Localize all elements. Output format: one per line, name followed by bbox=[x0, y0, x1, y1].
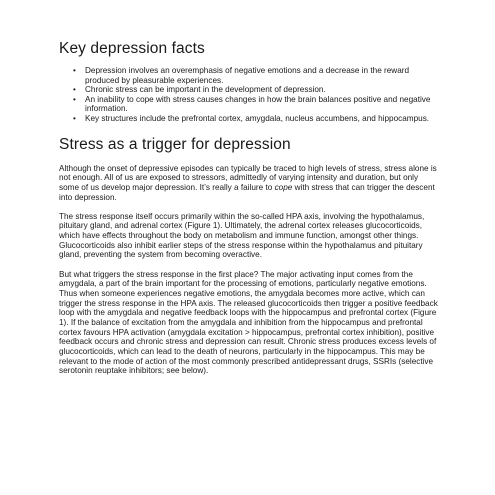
paragraph-text: Although the onset of depressive episodes can typically be traced to high levels of stress, stress alone is not enough. All of us are exposed to stressors, admittedly of varying intensity and duration, but only some of us develop major depression. It’s really a failure to bbox=[59, 163, 437, 192]
paragraph-amygdala: But what triggers the stress response in the first place? The major activating input comes from the amygdala, a part of the brain important for the processing of emotions, particularly negative emotions. Thus when someone experiences negative emotions, the amygdala becomes more active, which can trigger the stress response in the HPA axis. The released glucocorticoids then trigger a positive feedback loop with the amygdala and negative feedback loops with the hippocampus and prefrontal cortex (Figure 1). If the balance of excitation from the amygdala and inhibition from the hippocampus and prefrontal cortex favours HPA activation (amygdala excitation > hippocampus, prefrontal cortex inhibition), positive feedback occurs and chronic stress and depression can result. Chronic stress produces excess levels of glucocorticoids, which can lead to the death of neurons, particularly in the hippocampus. This may be relevant to the mode of action of the most commonly prescribed antidepressant drugs, SSRIs (selective serotonin reuptake inhibitors; see below). bbox=[59, 269, 438, 376]
list-item bbox=[73, 85, 439, 95]
bullet-icon: • bbox=[73, 85, 76, 95]
paragraph-hpa-axis: The stress response itself occurs primarily within the so-called HPA axis, involving the hypothalamus, pituitary gland, and adrenal cortex (Figure 1). Ultimately, the adrenal cortex releases glucocorticoids, which have effects throughout the body on metabolism and immune function, amongst other things. Glucocorticoids also inhibit earlier steps of the stress response within the hypothalamus and pituitary gland, preventing the system from becoming overactive. bbox=[59, 211, 425, 260]
list-item-text: Key structures include the prefrontal cortex, amygdala, nucleus accumbens, and hippocampus. bbox=[85, 113, 430, 123]
section-heading-key-facts: Key depression facts bbox=[59, 40, 205, 57]
section-heading-stress-trigger: Stress as a trigger for depression bbox=[59, 135, 291, 153]
bullet-icon: • bbox=[73, 113, 76, 123]
bullet-icon: • bbox=[73, 66, 76, 75]
list-item bbox=[73, 94, 439, 114]
document-page bbox=[59, 36, 439, 376]
emphasis-text: cope bbox=[274, 182, 293, 192]
bullet-icon: • bbox=[73, 94, 76, 104]
key-facts-list bbox=[59, 66, 439, 124]
paragraph-text: with stress that can trigger the descent into depression. bbox=[59, 182, 435, 202]
list-item-text: Chronic stress can be important in the development of depression. bbox=[85, 85, 326, 95]
list-item-text: An inability to cope with stress causes changes in how the brain balances positive and negative information. bbox=[85, 94, 431, 114]
paragraph-onset bbox=[59, 164, 439, 203]
list-item-text: Depression involves an overemphasis of negative emotions and a decrease in the reward produced by pleasurable experiences. bbox=[85, 66, 410, 85]
list-item bbox=[73, 113, 439, 124]
list-item bbox=[73, 66, 439, 85]
